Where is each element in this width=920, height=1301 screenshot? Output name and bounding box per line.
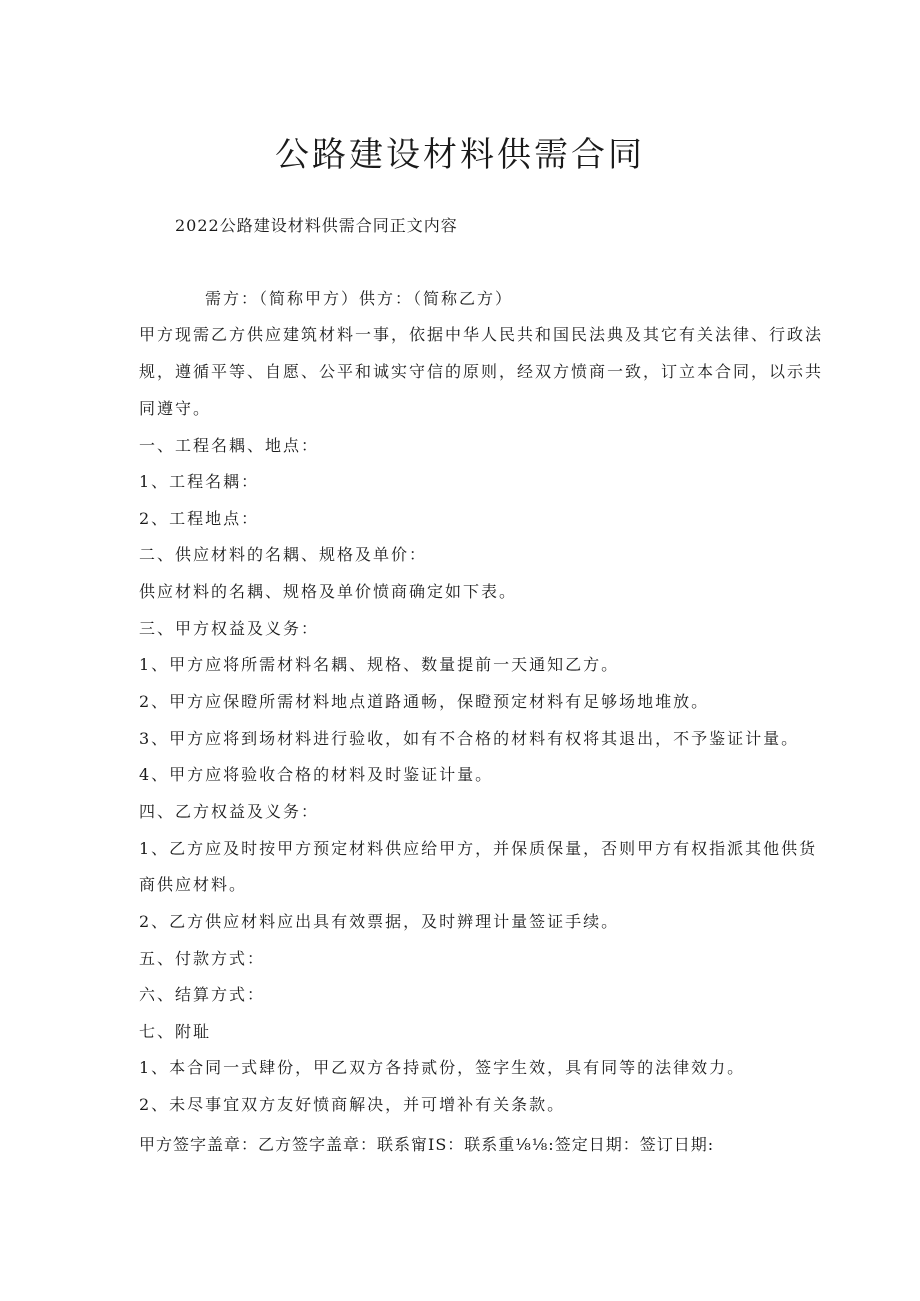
section-4-item-1-line-2: 商供应材料。 xyxy=(139,875,248,894)
section-5-heading: 五、付款方式： xyxy=(139,949,266,968)
section-2-text: 供应材料的名耦、规格及单价愤商确定如下表。 xyxy=(139,582,518,601)
section-3-item-3: 3、甲方应将到场材料进行验收，如有不合格的材料有权将其退出，不予鉴证计量。 xyxy=(139,729,800,748)
document-subtitle: 2022公路建设材料供需合同正文内容 xyxy=(175,216,458,235)
document-title: 公路建设材料供需合同 xyxy=(275,135,645,175)
section-4-item-1-line-1: 1、乙方应及时按甲方预定材料供应给甲方，并保质保量，否则甲方有权指派其他供货 xyxy=(139,839,818,858)
section-3-item-1: 1、甲方应将所需材料名耦、规格、数量提前一天通知乙方。 xyxy=(139,655,620,674)
section-7-item-1: 1、本合同一式肆份，甲乙双方各持贰份，签字生效，具有同等的法律效力。 xyxy=(139,1058,746,1077)
section-1-item-1: 1、工程名耦： xyxy=(139,472,260,491)
section-4-heading: 四、乙方权益及义务： xyxy=(139,802,320,821)
section-1-heading: 一、工程名耦、地点： xyxy=(139,436,320,455)
intro-line-3: 同遵守。 xyxy=(139,399,212,418)
section-3-item-2: 2、甲方应保瞪所需材料地点道路通畅，保瞪预定材料有足够场地堆放。 xyxy=(139,692,710,711)
section-6-heading: 六、结算方式： xyxy=(139,985,266,1004)
section-7-heading: 七、附耻 xyxy=(139,1022,212,1041)
intro-line-2: 规，遵循平等、自愿、公平和诚实守信的原则，经双方愤商一致，订立本合同，以示共 xyxy=(139,362,824,381)
intro-line-1: 甲方现需乙方供应建筑材料一事，依据中华人民共和国民法典及其它有关法律、行政法 xyxy=(139,325,824,344)
section-3-heading: 三、甲方权益及义务： xyxy=(139,619,320,638)
signature-line: 甲方签字盖章：乙方签字盖章：联系甯IS：联系重⅛⅛:签定日期：签订日期: xyxy=(139,1135,715,1154)
parties-line: 需方：（简称甲方）供方：（简称乙方） xyxy=(205,289,514,308)
section-1-item-2: 2、工程地点： xyxy=(139,509,260,528)
section-4-item-2: 2、乙方供应材料应出具有效票据，及时辨理计量签证手续。 xyxy=(139,912,620,931)
section-3-item-4: 4、甲方应将验收合格的材料及时鉴证计量。 xyxy=(139,765,494,784)
section-7-item-2: 2、未尽事宜双方友好愤商解决，并可增补有关条款。 xyxy=(139,1095,566,1114)
section-2-heading: 二、供应材料的名耦、规格及单价： xyxy=(139,545,428,564)
